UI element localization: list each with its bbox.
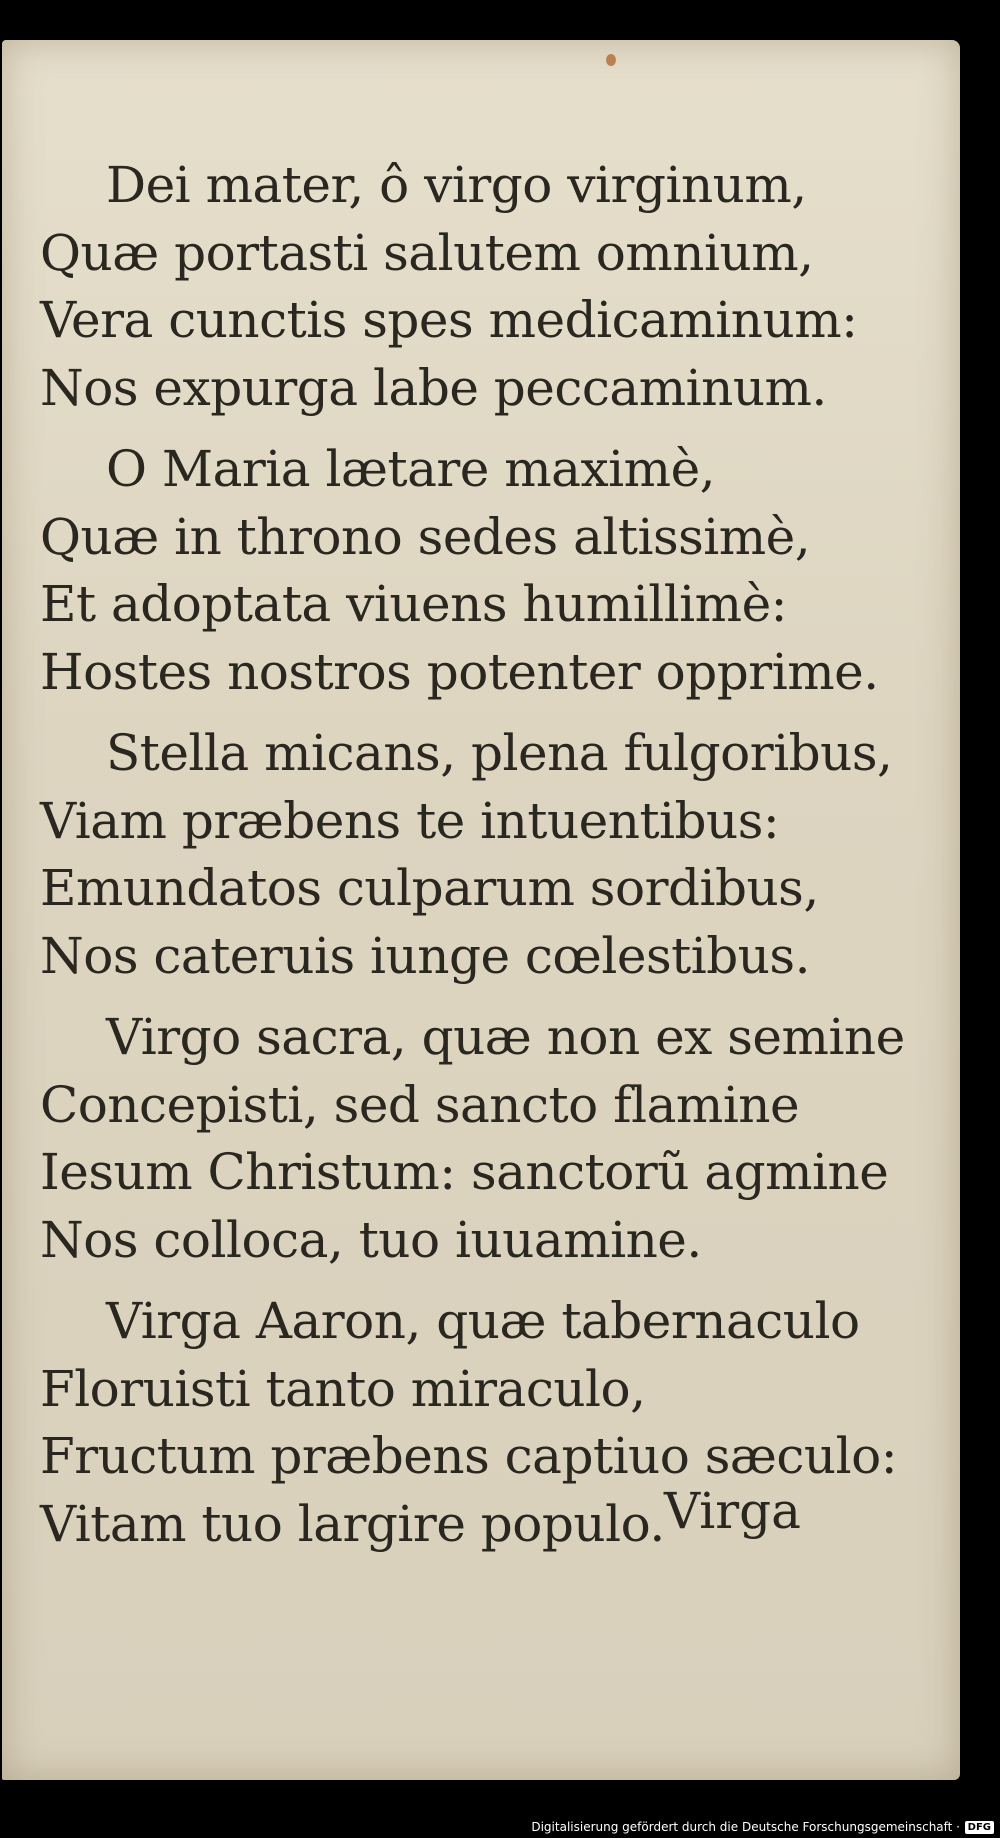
verse-line: Vera cunctis spes medicaminum:: [40, 291, 858, 349]
stanza-2: [40, 436, 920, 706]
verse-line: Et adoptata viuens humillimè:: [40, 575, 788, 633]
catchword: Virga: [664, 1482, 801, 1540]
footer-bar: [0, 1818, 1000, 1838]
hymn-text: [40, 152, 920, 1572]
verse-line: Dei mater, ô virgo virginum,: [106, 156, 807, 214]
verse-line: Concepisti, sed sancto flamine: [40, 1075, 800, 1134]
verse-line: Virga Aaron, quæ tabernaculo: [106, 1292, 860, 1350]
verse-line: Virgo sacra, quæ non ex semine: [106, 1008, 905, 1066]
verse-line: Nos expurga labe peccaminum.: [40, 358, 827, 417]
verse-line: Hostes nostros potenter opprime.: [40, 642, 879, 701]
stanza-1: [40, 152, 920, 422]
stanza-3: [40, 720, 920, 990]
verse-line: Nos colloca, tuo iuuamine.: [40, 1210, 702, 1269]
verse-line: Emundatos culparum sordibus,: [40, 859, 819, 917]
stanza-4: [40, 1004, 920, 1274]
verse-line: Quæ in throno sedes altissimè,: [40, 507, 811, 566]
verse-line: Quæ portasti salutem omnium,: [40, 223, 814, 282]
verse-line: Floruisti tanto miraculo,: [40, 1359, 646, 1418]
book-page: [2, 40, 960, 1780]
funding-credit: Digitalisierung gefördert durch die Deutsche Forschungsgemeinschaft ·: [531, 1820, 960, 1834]
verse-line: O Maria lætare maximè,: [106, 440, 716, 498]
verse-line: Nos cateruis iunge cœlestibus.: [40, 926, 810, 985]
dfg-logo: DFG: [965, 1821, 994, 1834]
verse-line: Fructum præbens captiuo sæculo:: [40, 1427, 898, 1485]
ink-spot: [606, 54, 616, 66]
verse-line: Stella micans, plena fulgoribus,: [106, 724, 893, 782]
verse-line: Viam præbens te intuentibus:: [40, 791, 780, 850]
verse-line: Vitam tuo largire populo.: [40, 1494, 665, 1553]
verse-line: Iesum Christum: sanctorũ agmine: [40, 1143, 889, 1201]
